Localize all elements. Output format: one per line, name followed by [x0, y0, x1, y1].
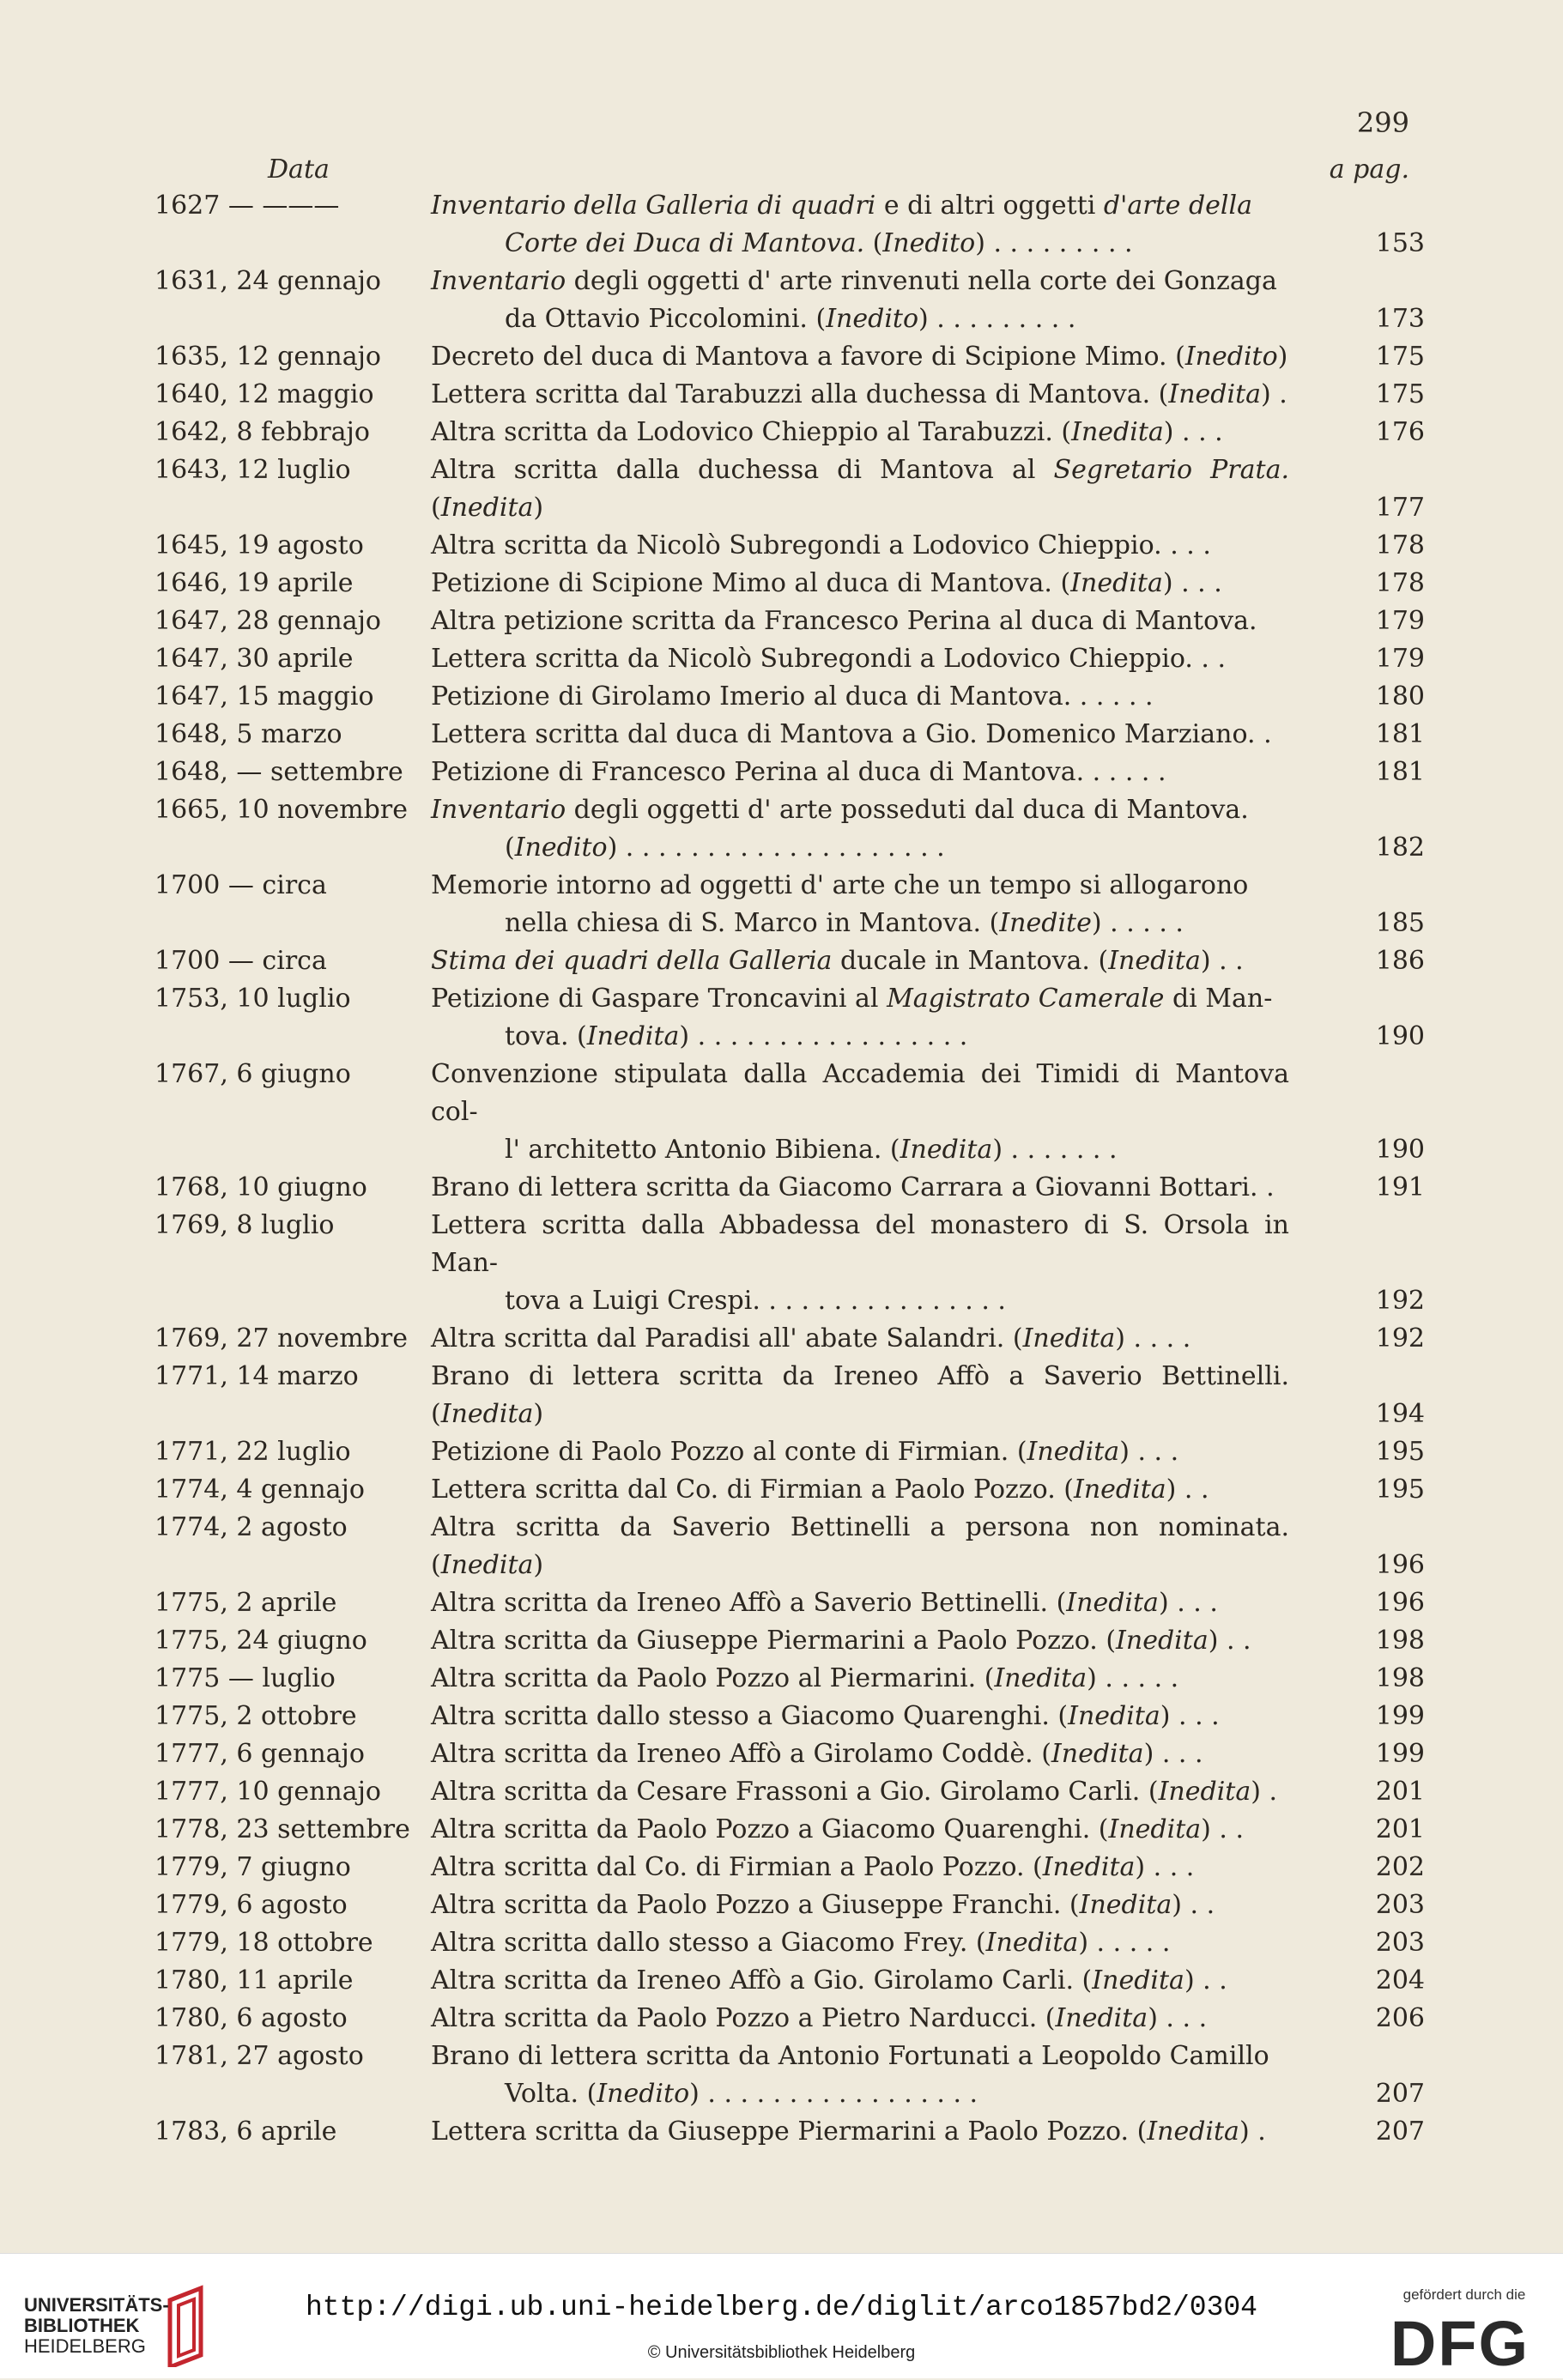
index-entry [154, 603, 1427, 640]
entry-description [431, 1509, 1296, 1584]
index-entry [154, 942, 1427, 980]
entry-description-line-1: Petizione di Gaspare Troncavini al Magistrato Camerale di Man- [431, 984, 1273, 1014]
entry-page: 176 [1375, 417, 1425, 447]
entry-date: 1753, 10 luglio [154, 984, 351, 1014]
entry-description [431, 2000, 1296, 2038]
index-entry [154, 1773, 1427, 1811]
entry-date: 1771, 14 marzo [154, 1361, 359, 1391]
entry-description [431, 451, 1296, 527]
entry-page: 180 [1375, 681, 1425, 712]
entry-description-line-1: Inventario della Galleria di quadri e di altri oggetti d'arte della [431, 191, 1252, 221]
entry-date: 1780, 11 aprile [154, 1965, 354, 1995]
entry-date: 1775, 2 ottobre [154, 1701, 357, 1731]
index-entry [154, 565, 1427, 603]
entry-page: 179 [1375, 644, 1425, 674]
entry-description [431, 1433, 1296, 1471]
page-number: 299 [1356, 106, 1409, 139]
entry-description-line-1: Brano di lettera scritta da Antonio Fortunati a Leopoldo Camillo [431, 2041, 1269, 2071]
entry-page: 199 [1375, 1701, 1425, 1731]
index-entry [154, 376, 1427, 414]
entry-page: 199 [1375, 1739, 1425, 1769]
permalink-url[interactable]: http://digi.ub.uni-heidelberg.de/diglit/arco1857bd2/0304 [306, 2292, 1257, 2323]
entry-page: 190 [1375, 1021, 1425, 1051]
entry-page: 198 [1375, 1626, 1425, 1656]
entry-page: 196 [1375, 1550, 1425, 1580]
entry-page: 203 [1375, 1890, 1425, 1920]
entry-page: 153 [1375, 228, 1425, 258]
index-entry [154, 1169, 1427, 1207]
entry-date: 1779, 18 ottobre [154, 1928, 373, 1958]
entry-description-line-1: Convenzione stipulata dalla Accademia dei Timidi di Mantova col- [431, 1059, 1289, 1127]
entry-page: 173 [1375, 304, 1425, 334]
entry-date: 1645, 19 agosto [154, 530, 364, 560]
entry-description [431, 867, 1296, 942]
entry-page: 194 [1375, 1399, 1425, 1429]
entry-date: 1627 — ——— [154, 191, 340, 221]
entry-description [431, 1320, 1296, 1358]
index-entry [154, 187, 1427, 263]
entry-description-line-1: Lettera scritta dal duca di Mantova a Gio. Domenico Marziano. . [431, 719, 1272, 749]
index-entry [154, 2000, 1427, 2038]
entry-description [431, 1773, 1296, 1811]
entry-description-line-1: Brano di lettera scritta da Giacomo Carrara a Giovanni Bottari. . [431, 1172, 1275, 1202]
entry-description-line-2: Volta. (Inedito) . . . . . . . . . . . . . . . . . [505, 2079, 978, 2109]
entry-page: 204 [1375, 1965, 1425, 1995]
entry-description [431, 1584, 1296, 1622]
entry-description [431, 1924, 1296, 1962]
entry-description [431, 1471, 1296, 1509]
entry-description [431, 2113, 1296, 2151]
entry-page: 181 [1375, 757, 1425, 787]
entry-page: 178 [1375, 568, 1425, 598]
entry-page: 191 [1375, 1172, 1425, 1202]
entry-page: 182 [1375, 833, 1425, 863]
entry-description [431, 1207, 1296, 1320]
entry-description-line-1: Lettera scritta dalla Abbadessa del monastero di S. Orsola in Man- [431, 1210, 1289, 1278]
entry-page: 192 [1375, 1286, 1425, 1316]
entry-description-line-1: Petizione di Scipione Mimo al duca di Mantova. (Inedita) . . . [431, 568, 1222, 598]
entry-page: 190 [1375, 1135, 1425, 1165]
entry-description [431, 1622, 1296, 1660]
entry-page: 179 [1375, 606, 1425, 636]
entry-description [431, 263, 1296, 338]
dfg-caption: gefördert durch die [1402, 2286, 1526, 2303]
index-entry [154, 754, 1427, 791]
entry-date: 1643, 12 luglio [154, 455, 351, 485]
index-entry [154, 1622, 1427, 1660]
entry-description [431, 754, 1296, 791]
entry-description [431, 716, 1296, 754]
index-entry [154, 451, 1427, 527]
entry-description-line-2: da Ottavio Piccolomini. (Inedito) . . . . . . . . . [505, 304, 1076, 334]
index-entry [154, 678, 1427, 716]
entry-page: 175 [1375, 379, 1425, 409]
index-entry [154, 867, 1427, 942]
entry-description [431, 527, 1296, 565]
entry-date: 1640, 12 maggio [154, 379, 374, 409]
entry-description-line-2: l' architetto Antonio Bibiena. (Inedita) . . . . . . . [505, 1135, 1118, 1165]
entry-description-line-1: Altra scritta dal Paradisi all' abate Salandri. (Inedita) . . . . [431, 1323, 1191, 1354]
entry-description-line-2: tova a Luigi Crespi. . . . . . . . . . . . . . . . [505, 1286, 1006, 1316]
entry-date: 1771, 22 luglio [154, 1437, 351, 1467]
entry-description [431, 1735, 1296, 1773]
entry-date: 1780, 6 agosto [154, 2003, 348, 2033]
entry-description [431, 565, 1296, 603]
entry-description-line-2: tova. (Inedita) . . . . . . . . . . . . . . . . . [505, 1021, 968, 1051]
entry-description [431, 1849, 1296, 1886]
library-name-line-1: UNIVERSITÄTS- [24, 2294, 169, 2316]
entry-description-line-1: Lettera scritta dal Tarabuzzi alla duchessa di Mantova. (Inedita) . [431, 379, 1287, 409]
index-entry [154, 640, 1427, 678]
index-entry [154, 1584, 1427, 1622]
entry-description-line-1: Decreto del duca di Mantova a favore di Scipione Mimo. (Inedito) [431, 342, 1288, 372]
index-entry [154, 1207, 1427, 1320]
index-entry [154, 791, 1427, 867]
entry-description [431, 980, 1296, 1056]
entry-description [431, 1169, 1296, 1207]
index-entry [154, 1433, 1427, 1471]
index-entry [154, 1358, 1427, 1433]
column-header-data: Data [268, 154, 330, 185]
entry-description [431, 1660, 1296, 1698]
entry-description-line-2: Corte dei Duca di Mantova. (Inedito) . . . . . . . . . [505, 228, 1133, 258]
index-entry [154, 527, 1427, 565]
index-entry [154, 1471, 1427, 1509]
index-entry [154, 1849, 1427, 1886]
entry-date: 1647, 30 aprile [154, 644, 354, 674]
entry-description-line-1: Altra scritta da Paolo Pozzo a Giacomo Quarenghi. (Inedita) . . [431, 1814, 1245, 1844]
index-entry [154, 1886, 1427, 1924]
entry-page: 178 [1375, 530, 1425, 560]
entry-description-line-1: Altra scritta dallo stesso a Giacomo Frey. (Inedita) . . . . . [431, 1928, 1171, 1958]
entry-date: 1777, 10 gennajo [154, 1777, 381, 1807]
entry-date: 1769, 8 luglio [154, 1210, 335, 1240]
entry-description [431, 603, 1296, 640]
entry-page: 195 [1375, 1437, 1425, 1467]
entry-description-line-1: Lettera scritta da Nicolò Subregondi a Lodovico Chieppio. . . [431, 644, 1227, 674]
entry-date: 1631, 24 gennajo [154, 266, 381, 296]
entry-description-line-1: Petizione di Francesco Perina al duca di Mantova. . . . . . [431, 757, 1166, 787]
entry-date: 1648, — settembre [154, 757, 403, 787]
entry-description [431, 942, 1296, 980]
entry-description-line-1: Altra scritta da Nicolò Subregondi a Lodovico Chieppio. . . . [431, 530, 1211, 560]
entry-description [431, 640, 1296, 678]
entry-description-line-1: Stima dei quadri della Galleria ducale in Mantova. (Inedita) . . [431, 946, 1244, 976]
index-entry [154, 1962, 1427, 2000]
entry-date: 1779, 7 giugno [154, 1852, 351, 1882]
entry-description [431, 2038, 1296, 2113]
entry-description-line-1: Altra scritta da Cesare Frassoni a Gio. Girolamo Carli. (Inedita) . [431, 1777, 1278, 1807]
entry-description-line-1: Altra scritta dallo stesso a Giacomo Quarenghi. (Inedita) . . . [431, 1701, 1220, 1731]
entry-page: 177 [1375, 493, 1425, 523]
entry-description [431, 414, 1296, 451]
entry-page: 207 [1375, 2079, 1425, 2109]
entry-date: 1774, 2 agosto [154, 1512, 348, 1542]
entry-date: 1700 — circa [154, 870, 327, 900]
entry-page: 203 [1375, 1928, 1425, 1958]
entry-date: 1767, 6 giugno [154, 1059, 351, 1089]
entry-page: 185 [1375, 908, 1425, 938]
dfg-logo: DFG [1390, 2308, 1530, 2379]
entry-page: 186 [1375, 946, 1425, 976]
entry-description-line-1: Altra scritta da Ireneo Affò a Girolamo Coddè. (Inedita) . . . [431, 1739, 1203, 1769]
index-entry [154, 1056, 1427, 1169]
entry-date: 1635, 12 gennajo [154, 342, 381, 372]
entry-description-line-1: Altra scritta da Giuseppe Piermarini a Paolo Pozzo. (Inedita) . . [431, 1626, 1251, 1656]
entry-description [431, 1056, 1296, 1169]
entry-description-line-1: Altra scritta dalla duchessa di Mantova al Segretario Prata. (Inedita) [431, 455, 1290, 523]
index-entry [154, 414, 1427, 451]
entry-description [431, 338, 1296, 376]
entry-description [431, 1811, 1296, 1849]
entry-description-line-1: Altra scritta da Lodovico Chieppio al Tarabuzzi. (Inedita) . . . [431, 417, 1223, 447]
entry-page: 198 [1375, 1663, 1425, 1693]
entry-date: 1779, 6 agosto [154, 1890, 348, 1920]
entry-date: 1777, 6 gennajo [154, 1739, 365, 1769]
entry-date: 1642, 8 febbrajo [154, 417, 370, 447]
entry-page: 175 [1375, 342, 1425, 372]
entry-description-line-1: Brano di lettera scritta da Ireneo Affò a Saverio Bettinelli. (Inedita) [431, 1361, 1289, 1429]
entry-date: 1778, 23 settembre [154, 1814, 410, 1844]
index-entry [154, 263, 1427, 338]
copyright-notice: © Universitätsbibliothek Heidelberg [647, 2343, 916, 2362]
index-entry [154, 2038, 1427, 2113]
entry-description-line-1: Inventario degli oggetti d' arte rinvenuti nella corte dei Gonzaga [431, 266, 1277, 296]
entry-page: 196 [1375, 1588, 1425, 1618]
index-entry [154, 2113, 1427, 2151]
entry-description-line-2: nella chiesa di S. Marco in Mantova. (Inedite) . . . . . [505, 908, 1184, 938]
index-entry [154, 1660, 1427, 1698]
index-entry [154, 1811, 1427, 1849]
entry-description-line-1: Altra scritta da Ireneo Affò a Saverio Bettinelli. (Inedita) . . . [431, 1588, 1218, 1618]
entry-description [431, 1962, 1296, 2000]
library-name-line-2: BIBLIOTHEK [24, 2315, 140, 2336]
entry-page: 181 [1375, 719, 1425, 749]
entry-description-line-1: Altra scritta da Saverio Bettinelli a persona non nominata. (Inedita) [431, 1512, 1289, 1580]
entry-date: 1648, 5 marzo [154, 719, 342, 749]
entry-date: 1774, 4 gennajo [154, 1475, 365, 1505]
entry-date: 1646, 19 aprile [154, 568, 354, 598]
entry-description-line-1: Memorie intorno ad oggetti d' arte che un tempo si allogarono [431, 870, 1249, 900]
index-entry [154, 1735, 1427, 1773]
entry-date: 1647, 28 gennajo [154, 606, 381, 636]
entry-date: 1665, 10 novembre [154, 795, 408, 825]
column-header-page: a pag. [1329, 154, 1409, 185]
entry-date: 1769, 27 novembre [154, 1323, 408, 1354]
entry-description-line-1: Altra scritta da Paolo Pozzo a Pietro Narducci. (Inedita) . . . [431, 2003, 1208, 2033]
entry-date: 1783, 6 aprile [154, 2117, 337, 2147]
entry-date: 1700 — circa [154, 946, 327, 976]
entry-description [431, 678, 1296, 716]
index-entries [154, 187, 1427, 2151]
entry-date: 1647, 15 maggio [154, 681, 374, 712]
entry-description [431, 187, 1296, 263]
entry-page: 202 [1375, 1852, 1425, 1882]
index-entry [154, 1698, 1427, 1735]
entry-page: 201 [1375, 1814, 1425, 1844]
entry-description-line-1: Inventario degli oggetti d' arte posseduti dal duca di Mantova. [431, 795, 1249, 825]
footer [0, 2253, 1563, 2378]
entry-page: 207 [1375, 2117, 1425, 2147]
entry-page: 206 [1375, 2003, 1425, 2033]
entry-date: 1775 — luglio [154, 1663, 336, 1693]
entry-description [431, 1886, 1296, 1924]
index-entry [154, 338, 1427, 376]
entry-description [431, 1358, 1296, 1433]
entry-description [431, 1698, 1296, 1735]
entry-description-line-1: Altra scritta dal Co. di Firmian a Paolo Pozzo. (Inedita) . . . [431, 1852, 1195, 1882]
entry-description-line-1: Lettera scritta dal Co. di Firmian a Paolo Pozzo. (Inedita) . . [431, 1475, 1209, 1505]
index-entry [154, 1924, 1427, 1962]
entry-description-line-1: Petizione di Paolo Pozzo al conte di Firmian. (Inedita) . . . [431, 1437, 1179, 1467]
entry-date: 1781, 27 agosto [154, 2041, 364, 2071]
entry-description [431, 791, 1296, 867]
library-name-line-3: HEIDELBERG [24, 2335, 146, 2357]
entry-date: 1775, 24 giugno [154, 1626, 367, 1656]
index-entry [154, 1320, 1427, 1358]
index-entry [154, 716, 1427, 754]
entry-page: 195 [1375, 1475, 1425, 1505]
entry-page: 201 [1375, 1777, 1425, 1807]
index-entry [154, 980, 1427, 1056]
entry-description-line-1: Petizione di Girolamo Imerio al duca di Mantova. . . . . . [431, 681, 1154, 712]
index-entry [154, 1509, 1427, 1584]
entry-description [431, 376, 1296, 414]
entry-date: 1768, 10 giugno [154, 1172, 367, 1202]
entry-description-line-1: Lettera scritta da Giuseppe Piermarini a Paolo Pozzo. (Inedita) . [431, 2117, 1266, 2147]
entry-description-line-1: Altra scritta da Paolo Pozzo al Piermarini. (Inedita) . . . . . [431, 1663, 1179, 1693]
entry-page: 192 [1375, 1323, 1425, 1354]
entry-description-line-1: Altra scritta da Ireneo Affò a Gio. Girolamo Carli. (Inedita) . . [431, 1965, 1227, 1995]
entry-description-line-2: (Inedito) . . . . . . . . . . . . . . . . . . . . [505, 833, 945, 863]
entry-description-line-1: Altra scritta da Paolo Pozzo a Giuseppe Franchi. (Inedita) . . [431, 1890, 1215, 1920]
entry-date: 1775, 2 aprile [154, 1588, 337, 1618]
entry-description-line-1: Altra petizione scritta da Francesco Perina al duca di Mantova. [431, 606, 1257, 636]
